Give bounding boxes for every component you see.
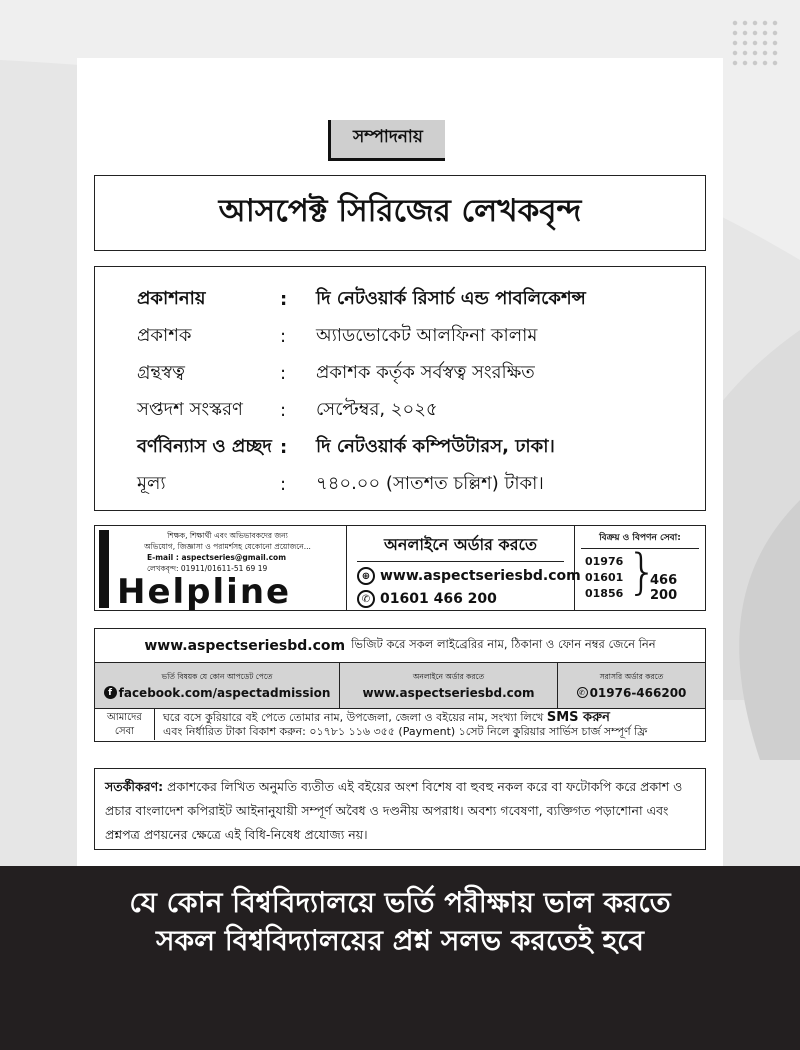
info-colon: : [280, 326, 287, 347]
info-colon: : [280, 363, 287, 384]
sales-head: বিক্রয় ও বিপণন সেবা: [581, 530, 699, 549]
phone-row[interactable] [357, 590, 564, 608]
info-value: ৭৪০.০০ (সাতশত চল্লিশ) টাকা। [316, 473, 544, 494]
helpline-phone: লেখকবৃন্দ: 01911/01611-51 69 19 [147, 564, 268, 573]
col-small: ভর্তি বিষয়ক যে কোন আপডেট পেতে [161, 671, 273, 681]
sales-panel [575, 526, 705, 610]
info-value: প্রকাশক কর্তৃক সর্বস্বত্ব সংরক্ষিত [316, 362, 535, 383]
info-colon: : [280, 400, 287, 421]
globe-icon: ⊕ [357, 567, 375, 585]
sales-number: 01856 [585, 587, 624, 600]
authors-title: আসপেক্ট সিরিজের লেখকবৃন্দ [218, 193, 582, 229]
warning-text: প্রকাশকের লিখিত অনুমতি ব্যতীত এই বইয়ের অংশ বিশেষ বা হুবহু নকল করে বা ফটোকপি করে প্রকাশ ও প্রচার বাংলাদেশ কপিরাইট আইনানুযায়ী সম্পূর্ণ অবৈধ ও দণ্ডনীয় অপরাধ। অবশ্য গবেষণা, ব্যক্তিগত পড়াশোনা এবং প্রশ্নপত্র প্রণয়নের ক্ষেত্রে এই বিধি-নিষেধ প্রযোজ্য নয়। [105, 779, 683, 842]
service-label-2: সেবা [114, 726, 135, 737]
info-key: প্রকাশক [137, 325, 192, 346]
phone-icon: ✆ [357, 590, 375, 608]
info-row [95, 429, 705, 466]
online-col[interactable] [340, 663, 558, 708]
website-text: ভিজিট করে সকল লাইব্রেরির নাম, ঠিকানা ও ফোন নম্বর জেনে নিন [351, 637, 656, 651]
helpline-panel [95, 526, 347, 610]
sales-tail: 466 200 [650, 573, 678, 603]
info-value: দি নেটওয়ার্ক কম্পিউটারস, ঢাকা। [316, 436, 555, 457]
service-label-1: আমাদের [107, 712, 142, 723]
info-colon: : [280, 289, 288, 310]
helpline-bar [99, 530, 109, 608]
service-label [95, 709, 155, 740]
direct-order-number[interactable]: 01976-466200 [589, 685, 687, 700]
brace-icon: } [627, 544, 658, 600]
col-small: সরাসরি অর্ডার করতে [599, 671, 664, 681]
authors-title-box [94, 175, 706, 251]
sales-number: 01976 [585, 555, 624, 568]
banner-line2: সকল বিশ্ববিদ্যালয়ের প্রশ্ন সলভ করতেই হবে [156, 924, 644, 957]
info-value: অ্যাডভোকেট আলফিনা কালাম [316, 325, 538, 346]
helpline-line2: অভিযোগ, জিজ্ঞাসা ও পরামর্শসহ যেকোনো প্রয়োজনে... [144, 542, 311, 551]
col-small: অনলাইনে অর্ডার করতে [412, 671, 485, 681]
warning-label: সতর্কীকরণ: [105, 779, 164, 794]
direct-order-col[interactable] [558, 663, 705, 708]
info-colon: : [280, 474, 287, 495]
bottom-banner [0, 866, 800, 1050]
info-row [95, 318, 705, 355]
website-line [95, 629, 705, 663]
publication-info-box [94, 266, 706, 511]
helpline-email[interactable]: E-mail : aspectseries@gmail.com [147, 553, 287, 562]
col-big[interactable]: www.aspectseriesbd.com [362, 685, 535, 700]
info-row [95, 392, 705, 429]
service-text [155, 709, 705, 740]
service-line2: এবং নির্ধারিত টাকা বিকাশ করুন: ০১৭৮১ ১১৬ ৩৫৫ (Payment) ১সেট নিলে কুরিয়ার সার্ভিস চার্জ সম্পূর্ণ ফ্রি [163, 725, 648, 738]
info-value: সেপ্টেম্বর, ২০২৫ [316, 399, 438, 420]
col-big [577, 686, 687, 700]
info-key: বর্ণবিন্যাস ও প্রচ্ছদ [137, 436, 272, 457]
banner-line1: যে কোন বিশ্ববিদ্যালয়ে ভর্তি পরীক্ষায় ভাল করতে [129, 886, 671, 919]
editor-badge: সম্পাদনায় [328, 120, 445, 161]
helpline-line1: শিক্ষক, শিক্ষার্থী এবং অভিভাবকদের জন্য [167, 531, 288, 540]
sms-label: SMS করুন [546, 710, 610, 725]
website-box [94, 628, 706, 742]
info-key: প্রকাশনায় [137, 288, 206, 309]
web-link[interactable]: www.aspectseriesbd.com [380, 568, 581, 584]
sales-number: 01601 [585, 571, 624, 584]
info-key: মূল্য [137, 473, 166, 494]
info-key: গ্রন্থস্বত্ব [137, 362, 185, 383]
info-colon: : [280, 437, 288, 458]
info-row [95, 281, 705, 318]
contact-columns [95, 663, 705, 709]
online-order-panel [347, 526, 581, 610]
online-order-head: অনলাইনে অর্ডার করতে [357, 532, 564, 562]
mobile-number[interactable]: 01601 466 200 [380, 591, 497, 607]
phone-icon: ✆ [577, 687, 588, 698]
sales-numbers [585, 554, 623, 602]
helpline-strip [94, 525, 706, 611]
helpline-notes [113, 530, 342, 574]
dot-pattern [730, 18, 782, 70]
service-row [95, 709, 705, 740]
helpline-title: Helpline [117, 572, 292, 612]
info-value: দি নেটওয়ার্ক রিসার্চ এন্ড পাবলিকেশন্স [316, 288, 586, 309]
website-url[interactable]: www.aspectseriesbd.com [144, 637, 346, 654]
editor-badge-wrap [328, 120, 445, 161]
info-row [95, 466, 705, 503]
web-row[interactable] [357, 567, 581, 585]
info-key: সপ্তদশ সংস্করণ [137, 399, 243, 420]
facebook-col[interactable] [95, 663, 340, 708]
warning-box [94, 768, 706, 850]
col-big [104, 686, 331, 700]
imprint-page [77, 58, 723, 866]
facebook-link[interactable]: facebook.com/aspectadmission [118, 685, 331, 700]
facebook-icon: f [104, 686, 117, 699]
service-line1: ঘরে বসে কুরিয়ারে বই পেতে তোমার নাম, উপজেলা, জেলা ও বইয়ের নাম, সংখ্যা লিখে [163, 711, 544, 724]
info-row [95, 355, 705, 392]
